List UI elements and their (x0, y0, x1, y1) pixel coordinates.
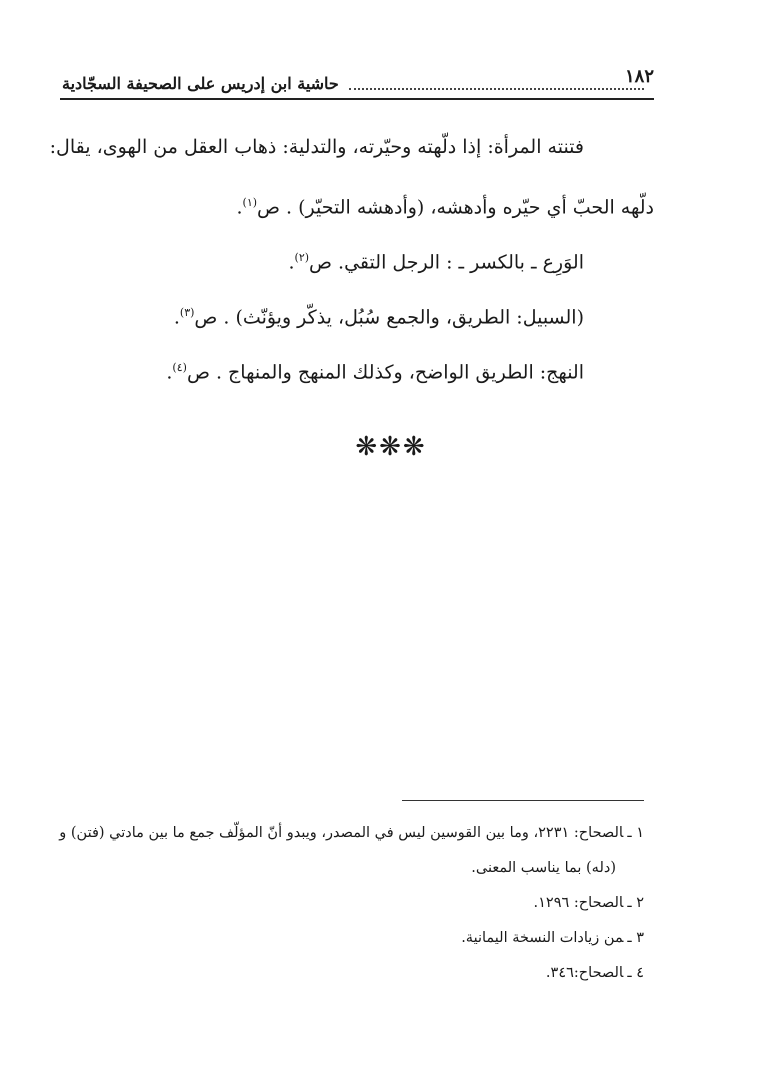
footnote-number: ٣ ـ (627, 930, 644, 946)
running-header-title: حاشية ابن إدريس على الصحيفة السجّادية (62, 73, 339, 93)
footnote-text: (دله) بما يناسب المعنى. (471, 860, 616, 876)
footnote-item (60, 921, 644, 956)
text-line (60, 340, 654, 395)
footnote-marker[interactable]: (١) (242, 196, 258, 209)
line-end: . (236, 196, 243, 219)
footnote-item (60, 956, 644, 991)
text-line (60, 175, 654, 230)
running-header (62, 68, 654, 98)
footnote-text: الصحاح: ٢٢٣١، وما بين القوسين ليس في المصدر، ويبدو أنّ المؤلّف جمع ما بين مادتي (فتن) و (59, 825, 624, 841)
footnote-text: الصحاح: ١٢٩٦. (533, 895, 624, 911)
text-line-content: النهج: الطريق الواضح، وكذلك المنهج والمنهاج . ص (186, 361, 584, 384)
line-end: . (173, 306, 180, 329)
section-ornament: ❋❋❋ (355, 432, 427, 462)
footnote-item (60, 816, 644, 851)
main-text (49, 120, 654, 395)
footnote-item (60, 886, 644, 921)
text-line-content: (السبيل: الطريق، والجمع سُبُل، يذكّر ويؤنّث) . ص (194, 306, 584, 329)
footnote-number: ٢ ـ (627, 895, 644, 911)
header-rule (60, 98, 654, 100)
text-line (60, 230, 654, 285)
footnote-marker[interactable]: (٢) (294, 251, 310, 264)
text-line (60, 285, 654, 340)
footnotes (60, 816, 644, 991)
text-line-content: فتنته المرأة: إذا دلّهته وحيّرته، والتدلية: ذهاب العقل من الهوى، يقال: (49, 136, 584, 158)
footnote-number: ١ ـ (627, 825, 644, 841)
footnote-item (60, 851, 644, 886)
footnote-separator (402, 800, 644, 801)
footnote-text: من زيادات النسخة اليمانية. (461, 930, 624, 946)
text-line-content: الوَرِع ـ بالكسر ـ : الرجل التقي. ص (309, 251, 584, 274)
text-line-content: دلّهه الحبّ أي حيّره وأدهشه، (وأدهشه التحيّر) . ص (257, 196, 654, 219)
footnote-number: ٤ ـ (627, 965, 644, 981)
footnote-text: الصحاح:٣٤٦. (545, 965, 624, 981)
text-line (49, 120, 654, 175)
line-end: . (166, 361, 173, 384)
page-number: ١٨٢ (624, 66, 654, 87)
header-leader-dots (349, 88, 644, 90)
footnote-marker[interactable]: (٤) (172, 361, 187, 374)
line-end: . (288, 251, 295, 274)
footnote-marker[interactable]: (٣) (179, 306, 195, 319)
